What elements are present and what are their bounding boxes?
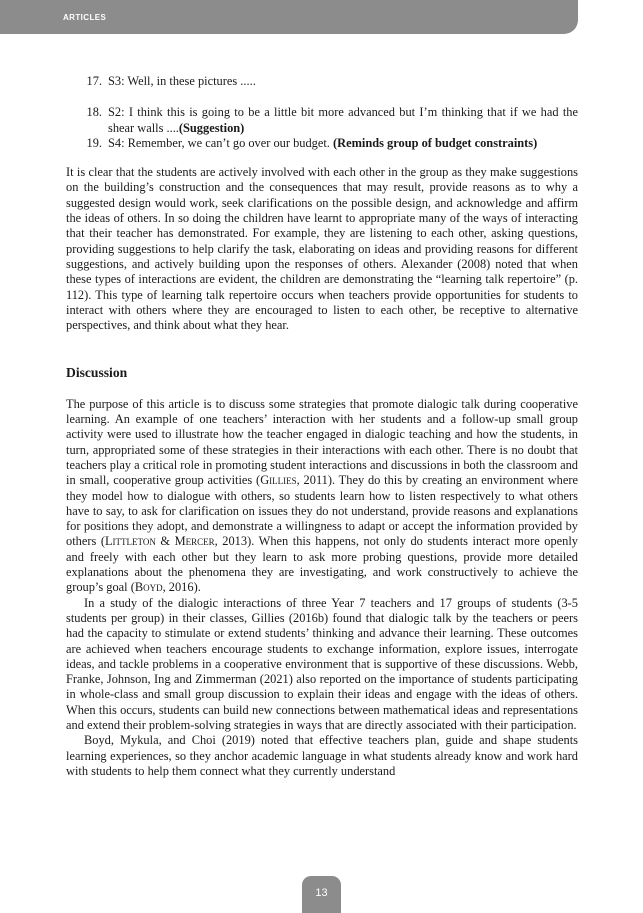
section-heading: Discussion (66, 365, 128, 381)
body-paragraph: Boyd, Mykula, and Choi (2019) noted that effective teachers plan, guide and shape students learning experiences, so they anchor academic language in what students already know and work hard with students to help them connect what they currently understand (66, 733, 578, 778)
dialogue-transcript (66, 74, 578, 151)
header-bar (0, 0, 578, 34)
citation: Littleton & Mercer (104, 534, 215, 549)
code-annotation: (Suggestion) (178, 120, 245, 135)
citation: Boyd (134, 580, 163, 595)
line-text: S4: Remember, we can’t go over our budget. (Reminds group of budget constraints) (108, 135, 538, 150)
line-text: S2: I think this is going to be a little bit more advanced but I’m thinking that if we had the shear walls ....(Suggestion) (108, 105, 578, 135)
dialogue-line (66, 136, 578, 151)
body-paragraph: In a study of the dialogic interactions of three Year 7 teachers and 17 groups of students (3-5 students per group) in their classes, Gillies (2016b) found that dialogic talk by the teachers or peers had the capacity to stimulate or extend students’ thinking and advance their learning. These outcomes are achieved when teachers encourage students to exchange information, explore issues, interrogate ideas, and tackle problems in a cooperative environment that is supportive of these discussions. Webb, Franke, Johnson, Ing and Zimmerman (2021) also reported on the importance of students participating in whole-class and small group discussion to explain their ideas and engage with the ideas of others. When this occurs, students can build new connections between mathematical ideas and representations and extend their problem-solving strategies in ways that are directly associated with their participation. (66, 595, 578, 732)
page-number: 13 (302, 876, 341, 913)
line-text: S3: Well, in these pictures ..... (108, 74, 256, 88)
dialogue-line (66, 74, 578, 89)
code-annotation: (Reminds group of budget constraints) (333, 135, 538, 150)
section-label: ARTICLES (63, 13, 107, 22)
line-number: 17. (86, 74, 102, 88)
dialogue-line (66, 105, 578, 136)
body-paragraph: The purpose of this article is to discuss some strategies that promote dialogic talk during cooperative learning. An example of one teachers’ interaction with her students and a follow-up small group activity were used to illustrate how the teacher engaged in dialogic teaching and how the students, in turn, appropriated some of these strategies in their interactions with each other. There is no doubt that teachers play a critical role in promoting student interactions and discussions in both the classroom and in small, cooperative group activities (Gillies, 2011). They do this by creating an environment where they model how to dialogue with others, so students learn how to listen respectively to what others have to say, to ask for clarification on issues they do not understand, provide reasons and explanations for positions they adopt, and demonstrate a willingness to adapt or accept the information provided by others (Littleton & Mercer, 2013). When this happens, not only do students interact more openly and freely with each other but they learn to ask more probing questions, provide more detailed explanations about the phenomena they are investigating, and work constructively to achieve the group’s goal (Boyd, 2016). (66, 396, 578, 595)
body-paragraph: It is clear that the students are actively involved with each other in the group as they make suggestions on the building’s construction and the consequences that may result, provide reasons as to why a suggested design would work, seek clarifications on the possible design, and acknowledge and affirm the ideas of others. In so doing the children have learnt to appropriate many of the ways of interacting that their teacher has demonstrated. For example, they are listening to each other, asking questions, providing suggestions to help clarify the task, elaborating on ideas and providing reasons for different suggestions, and actively building upon the responses of others. Alexander (2008) noted that when these types of interactions are evident, the children are demonstrating the “learning talk repertoire” (p. 112). This type of learning talk repertoire occurs when teachers provide opportunities for students to interact with others where they are encouraged to listen to each other, be receptive to alternative perspectives, and think about what they hear. (66, 165, 578, 333)
citation: Gillies (260, 473, 297, 488)
line-number: 19. (86, 135, 102, 150)
article-body (66, 74, 578, 779)
line-number: 18. (86, 105, 102, 120)
